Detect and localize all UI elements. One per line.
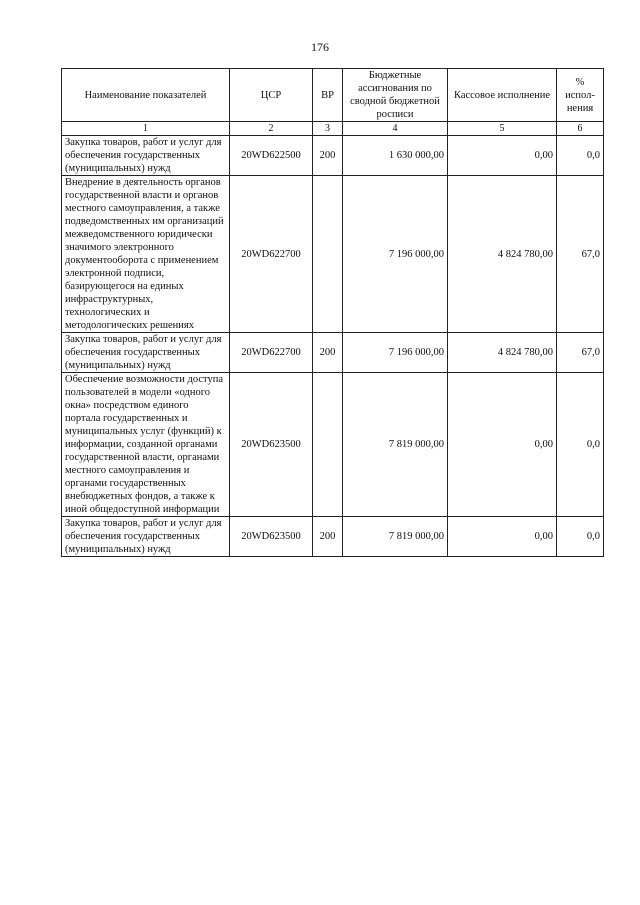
row-percent: 0,0	[557, 136, 604, 176]
table-row	[62, 517, 604, 557]
row-vr	[313, 176, 343, 333]
row-name: Закупка товаров, работ и услуг для обеспечения государственных (муниципальных) нужд	[62, 136, 230, 176]
budget-execution-table	[61, 68, 604, 557]
table-row	[62, 136, 604, 176]
header-name: Наименование показателей	[62, 69, 230, 122]
row-cash: 4 824 780,00	[448, 333, 557, 373]
row-csr: 20WD622700	[230, 176, 313, 333]
table-row	[62, 373, 604, 517]
table-row	[62, 333, 604, 373]
row-budget: 7 819 000,00	[343, 517, 448, 557]
row-budget: 7 196 000,00	[343, 176, 448, 333]
row-vr: 200	[313, 136, 343, 176]
column-number: 2	[230, 122, 313, 136]
header-vr: ВР	[313, 69, 343, 122]
row-csr: 20WD622700	[230, 333, 313, 373]
row-percent: 0,0	[557, 373, 604, 517]
row-name: Закупка товаров, работ и услуг для обеспечения государственных (муниципальных) нужд	[62, 517, 230, 557]
row-name: Обеспечение возможности доступа пользователей в модели «одного окна» посредством единого портала государственных и муниципальных услуг (функций) к информации, созданной органами государственной власти, органами местного самоуправления и органами государственных внебюджетных фондов, а также к иной общедоступной информации	[62, 373, 230, 517]
row-budget: 7 819 000,00	[343, 373, 448, 517]
row-name: Закупка товаров, работ и услуг для обеспечения государственных (муниципальных) нужд	[62, 333, 230, 373]
row-csr: 20WD623500	[230, 373, 313, 517]
column-number: 1	[62, 122, 230, 136]
row-name: Внедрение в деятельность органов государственной власти и органов местного самоуправления, а также подведомственных им организаций межведомственного юридически значимого электронного документооборота с применением электронной подписи, базирующегося на единых инфраструктурных, технологических и методологических решениях	[62, 176, 230, 333]
row-budget: 1 630 000,00	[343, 136, 448, 176]
row-percent: 0,0	[557, 517, 604, 557]
row-vr: 200	[313, 333, 343, 373]
header-csr: ЦСР	[230, 69, 313, 122]
row-budget: 7 196 000,00	[343, 333, 448, 373]
row-csr: 20WD623500	[230, 517, 313, 557]
row-percent: 67,0	[557, 333, 604, 373]
row-cash: 0,00	[448, 517, 557, 557]
header-percent: % испол-нения	[557, 69, 604, 122]
row-cash: 0,00	[448, 373, 557, 517]
row-vr	[313, 373, 343, 517]
table-row	[62, 176, 604, 333]
row-cash: 4 824 780,00	[448, 176, 557, 333]
header-row	[62, 69, 604, 122]
header-cash: Кассовое исполнение	[448, 69, 557, 122]
column-number: 3	[313, 122, 343, 136]
row-cash: 0,00	[448, 136, 557, 176]
row-csr: 20WD622500	[230, 136, 313, 176]
column-number: 6	[557, 122, 604, 136]
column-number-row	[62, 122, 604, 136]
header-budget: Бюджетные ассигнования по сводной бюджетной росписи	[343, 69, 448, 122]
column-number: 4	[343, 122, 448, 136]
row-vr: 200	[313, 517, 343, 557]
column-number: 5	[448, 122, 557, 136]
row-percent: 67,0	[557, 176, 604, 333]
page-number: 176	[311, 40, 329, 54]
